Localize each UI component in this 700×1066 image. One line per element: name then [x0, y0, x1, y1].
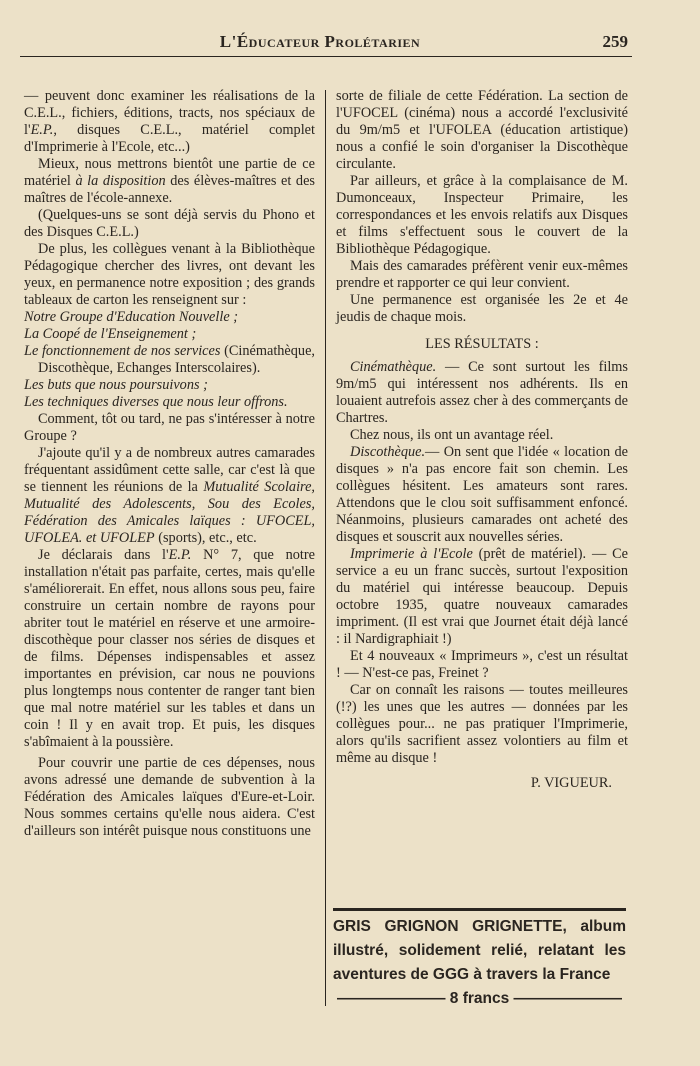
journal-title: L'Éducateur Prolétarien: [219, 32, 421, 51]
paragraph: Et 4 nouveaux « Imprimeurs », c'est un résultat ! — N'est-ce pas, Freinet ?: [336, 648, 628, 681]
advertisement: [333, 908, 626, 1011]
right-column: [336, 88, 628, 792]
ad-price: ——————— 8 francs ———————: [336, 990, 623, 1007]
paragraph: Mais des camarades préfèrent venir eux-mêmes prendre et rapporter ce qui leur convient.: [336, 258, 628, 291]
list-item: La Coopé de l'Enseignement ;: [24, 326, 197, 342]
paragraph: Par ailleurs, et grâce à la complaisance de M. Dumonceaux, Inspecteur Primaire, les correspondances et les envois relatifs aux Disques et films s'effectuent sous le couvert de la Bibliothèque Pédagogique.: [336, 173, 628, 257]
paragraph: J'ajoute qu'il y a de nombreux autres camarades fréquentant assidûment cette salle, car c'est là que se tiennent les réunions de la Mutualité Scolaire, Mutualité des Adolescents, Sou des Ecoles, Fédération des Amicales laïques : UFOCEL, UFOLEA. et UFOLEP (sports), etc., etc.: [24, 445, 315, 546]
ad-text: GRIS GRIGNON GRIGNETTE, album illustré, solidement relié, relatant les aventures de GGG à travers la France: [333, 918, 626, 983]
paragraph: Car on connaît les raisons — toutes meilleures (!?) les unes que les autres — données par les collègues pour... ne pas pratiquer l'Imprimerie, alors qu'ils sacrifient assez volontiers au film et même au disque !: [336, 682, 628, 766]
left-column: [24, 88, 315, 840]
paragraph: Comment, tôt ou tard, ne pas s'intéresser à notre Groupe ?: [24, 411, 315, 444]
column-divider: [325, 90, 326, 1006]
paragraph: Une permanence est organisée les 2e et 4e jeudis de chaque mois.: [336, 292, 628, 325]
running-header: [20, 30, 632, 57]
list-item: Notre Groupe d'Education Nouvelle ;: [24, 309, 239, 325]
paragraph: Imprimerie à l'Ecole (prêt de matériel). — Ce service a eu un franc succès, surtout l'exposition du matériel qui intéresse beaucoup. Depuis octobre 1935, quatre nouveaux camarades impriment. (Il est vrai que Journet était déjà lancé : il Nardigraphiait !): [336, 546, 628, 647]
list-item: Les buts que nous poursuivons ;: [24, 377, 208, 393]
paragraph: Mieux, nous mettrons bientôt une partie de ce matériel à la disposition des élèves-maîtres et des maîtres de l'école-annexe.: [24, 156, 315, 206]
paragraph: (Quelques-uns se sont déjà servis du Phono et des Disques C.E.L.): [24, 207, 315, 240]
list-item: Le fonctionnement de nos services (Cinémathèque, Discothèque, Echanges Interscolaires).: [24, 343, 315, 376]
paragraph: — peuvent donc examiner les réalisations de la C.E.L., fichiers, éditions, tracts, nos spéciaux de l'E.P., disques C.E.L., matériel complet d'Imprimerie à l'Ecole, etc...): [24, 88, 315, 155]
paragraph: Pour couvrir une partie de ces dépenses, nous avons adressé une demande de subvention à la Fédération des Amicales laïques d'Eure-et-Loir. Nous sommes certains qu'elle nous aidera. C'est d'ailleurs son intérêt puisque nous constituons une: [24, 755, 315, 839]
ad-rule: [333, 908, 626, 911]
paragraph: De plus, les collègues venant à la Bibliothèque Pédagogique chercher des livres, ont devant les yeux, en permanence notre exposition ; des grands tableaux de carton les renseignent sur :: [24, 241, 315, 308]
paragraph: Discothèque.— On sent que l'idée « location de disques » n'a pas encore fait son chemin. Les collègues hésitent. Les amateurs sont rares. Attendons que le clou soit suffisamment enfoncé. Néanmoins, plusieurs camarades ont acheté des disques et souscrit aux nouvelles séries.: [336, 444, 628, 545]
paragraph: sorte de filiale de cette Fédération. La section de l'UFOCEL (cinéma) nous a accordé l'exclusivité du 9m/m5 et l'UFOLEA (éducation artistique) nous a confié le soin d'organiser la Discothèque circulante.: [336, 88, 628, 172]
list-item: Les techniques diverses que nous leur offrons.: [24, 394, 288, 410]
paragraph: Chez nous, ils ont un avantage réel.: [350, 427, 554, 443]
page-number: 259: [602, 32, 628, 51]
paragraph: Je déclarais dans l'E.P. N° 7, que notre installation n'était pas parfaite, certes, mais qu'elle s'améliorerait. En effet, nous allons sous peu, faire construire un certain nombre de rayons pour abriter tout le matériel en réserve et une armoire-discothèque pour classer nos séries de disques et de films. Dépenses indispensables et assez importantes en prévision, car nous ne pouvions plus longtemps nous contenter de ranger tant bien que mal notre matériel sur les tables et dans un coin ! Il y en avait trop. Et puis, les disques s'abîmaient à la poussière.: [24, 547, 315, 750]
paragraph: Cinémathèque. — Ce sont surtout les films 9m/m5 qui intéressent nos adhérents. Ils en louaient autrefois assez cher à des commerçants de Chartres.: [336, 359, 628, 426]
author-signature: P. VIGUEUR.: [530, 775, 612, 791]
section-heading: LES RÉSULTATS :: [425, 336, 539, 352]
